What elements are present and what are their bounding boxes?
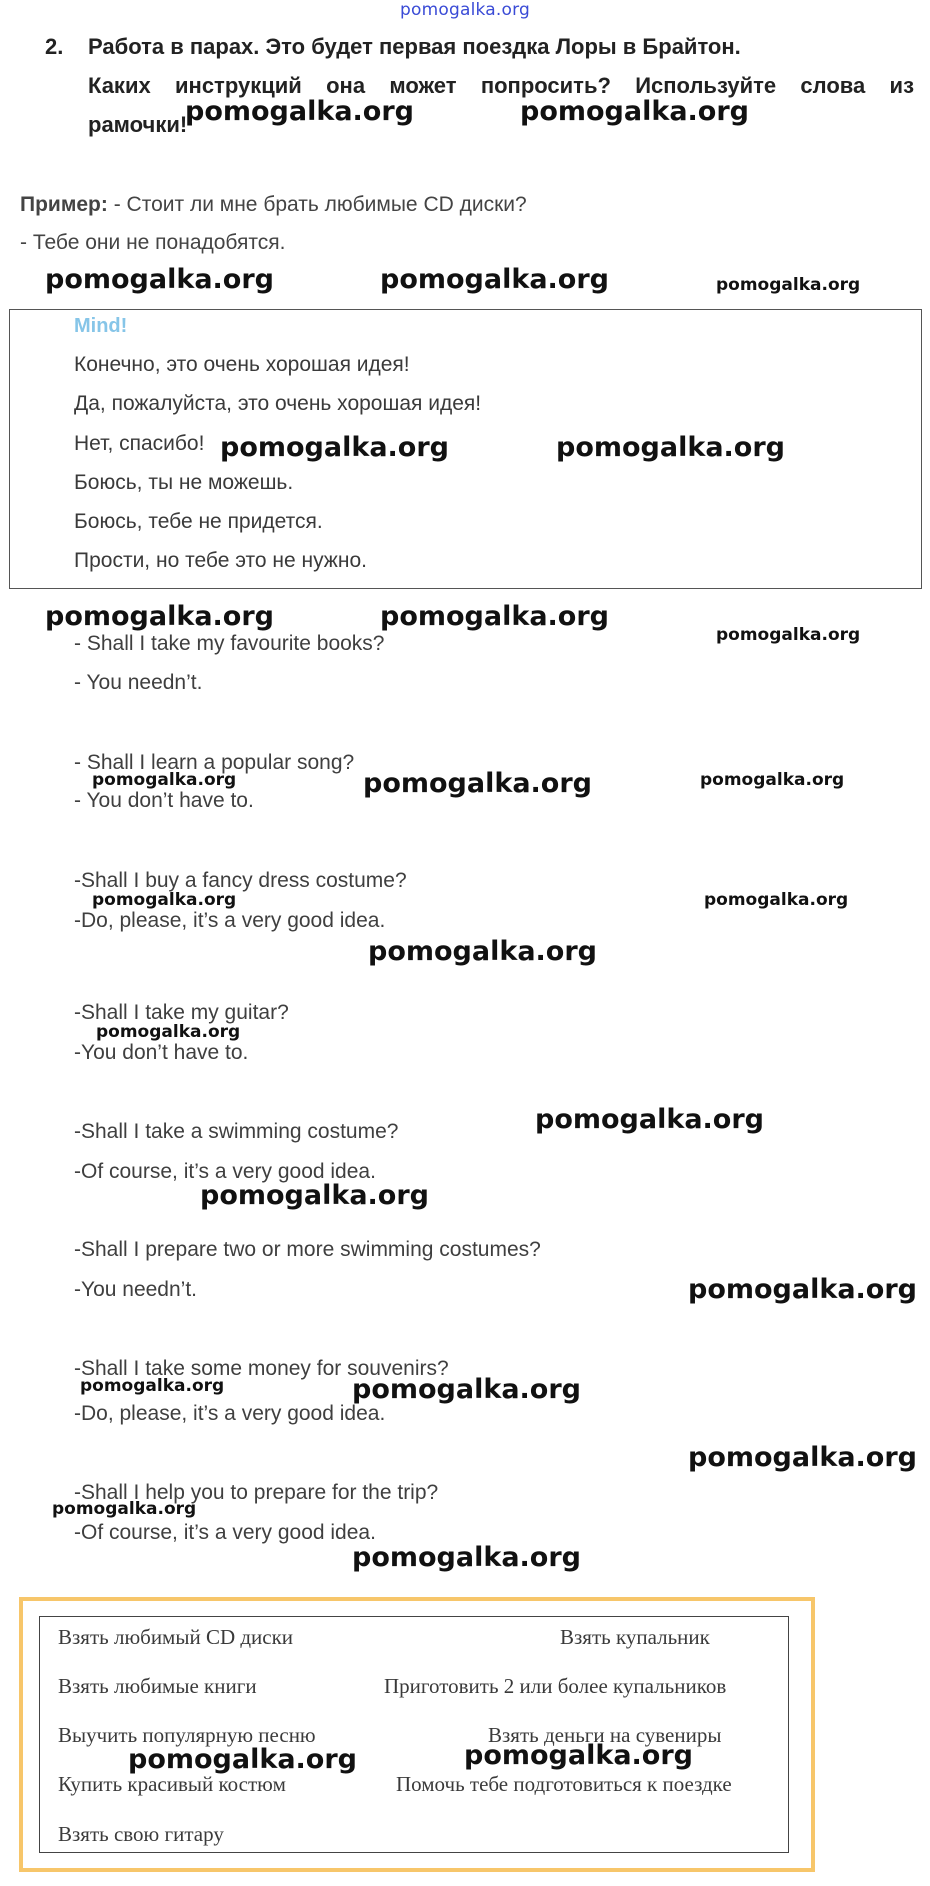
dialogue-question: -Shall I prepare two or more swimming costumes?: [74, 1238, 541, 1261]
task-number: 2.: [45, 34, 64, 59]
dialogue-answer: -Do, please, it’s a very good idea.: [74, 1402, 386, 1425]
word-box-item: Приготовить 2 или более купальников: [384, 1674, 727, 1698]
site-mark: pomogalka.org: [400, 0, 530, 20]
watermark: pomogalka.org: [464, 1740, 693, 1771]
task-question-line2: рамочки!: [88, 112, 188, 137]
watermark: pomogalka.org: [688, 1274, 917, 1305]
watermark: pomogalka.org: [700, 770, 845, 790]
dialogue-question: -Shall I take my guitar?: [74, 1001, 289, 1024]
dialogue-question: -Shall I take a swimming costume?: [74, 1120, 399, 1143]
watermark: pomogalka.org: [45, 601, 274, 632]
watermark: pomogalka.org: [52, 1499, 197, 1519]
watermark: pomogalka.org: [556, 432, 785, 463]
watermark: pomogalka.org: [368, 936, 597, 967]
dialogue-question: -Shall I buy a fancy dress costume?: [74, 869, 407, 892]
watermark: pomogalka.org: [185, 96, 414, 127]
word-box-item: Взять свою гитару: [58, 1822, 224, 1846]
watermark: pomogalka.org: [363, 768, 592, 799]
watermark: pomogalka.org: [535, 1104, 764, 1135]
watermark: pomogalka.org: [520, 96, 749, 127]
dialogue-question: - Shall I learn a popular song?: [74, 751, 355, 774]
watermark: pomogalka.org: [704, 890, 849, 910]
task-title: Работа в парах. Это будет первая поездка Лоры в Брайтон.: [88, 34, 741, 59]
watermark: pomogalka.org: [45, 264, 274, 295]
example-label: Пример:: [20, 193, 108, 216]
watermark: pomogalka.org: [80, 1376, 225, 1396]
mind-box-title: Mind!: [74, 315, 128, 337]
word-box-item: Взять купальник: [560, 1625, 710, 1649]
dialogue-answer: -Of course, it’s a very good idea.: [74, 1521, 376, 1544]
example-question: [20, 193, 527, 217]
dialogue-answer: -You don’t have to.: [74, 1041, 249, 1064]
watermark: pomogalka.org: [92, 890, 237, 910]
dialogue-answer: -Of course, it’s a very good idea.: [74, 1160, 376, 1183]
dialogue-question: -Shall I help you to prepare for the trip?: [74, 1481, 439, 1504]
mind-phrase: Нет, спасибо!: [74, 432, 205, 455]
dialogue-answer: -Do, please, it’s a very good idea.: [74, 909, 386, 932]
mind-phrase: Боюсь, ты не можешь.: [74, 471, 294, 494]
watermark: pomogalka.org: [352, 1542, 581, 1573]
example-question-text: - Стоит ли мне брать любимые CD диски?: [107, 193, 527, 216]
watermark: pomogalka.org: [96, 1022, 241, 1042]
dialogue-answer: - You needn’t.: [74, 671, 203, 694]
mind-phrase: Конечно, это очень хорошая идея!: [74, 353, 410, 376]
word-box-item: Купить красивый костюм: [58, 1772, 286, 1796]
mind-phrase: Прости, но тебе это не нужно.: [74, 549, 367, 572]
watermark: pomogalka.org: [716, 275, 861, 295]
watermark: pomogalka.org: [200, 1180, 429, 1211]
word-box-item: Взять любимый CD диски: [58, 1625, 294, 1649]
watermark: pomogalka.org: [220, 432, 449, 463]
watermark: pomogalka.org: [380, 264, 609, 295]
word-box-item: Выучить популярную песню: [58, 1723, 316, 1747]
word-box-item: Взять любимые книги: [58, 1674, 257, 1698]
dialogue-answer: - You don’t have to.: [74, 789, 254, 812]
watermark: pomogalka.org: [688, 1442, 917, 1473]
mind-phrase: Боюсь, тебе не придется.: [74, 510, 323, 533]
dialogue-question: -Shall I take some money for souvenirs?: [74, 1357, 449, 1380]
watermark: pomogalka.org: [716, 625, 861, 645]
watermark: pomogalka.org: [92, 770, 237, 790]
watermark: pomogalka.org: [128, 1744, 357, 1775]
dialogue-answer: -You needn’t.: [74, 1278, 197, 1301]
mind-phrase: Да, пожалуйста, это очень хорошая идея!: [74, 392, 482, 415]
watermark: pomogalka.org: [352, 1374, 581, 1405]
watermark: pomogalka.org: [380, 601, 609, 632]
example-answer: - Тебе они не понадобятся.: [20, 231, 286, 254]
word-box-item: Помочь тебе подготовиться к поездке: [396, 1772, 732, 1796]
task-question-line1: Каких инструкций она может попросить? Используйте слова из: [88, 73, 914, 98]
word-box-item: Взять деньги на сувениры: [488, 1723, 722, 1747]
dialogue-question: - Shall I take my favourite books?: [74, 632, 385, 655]
